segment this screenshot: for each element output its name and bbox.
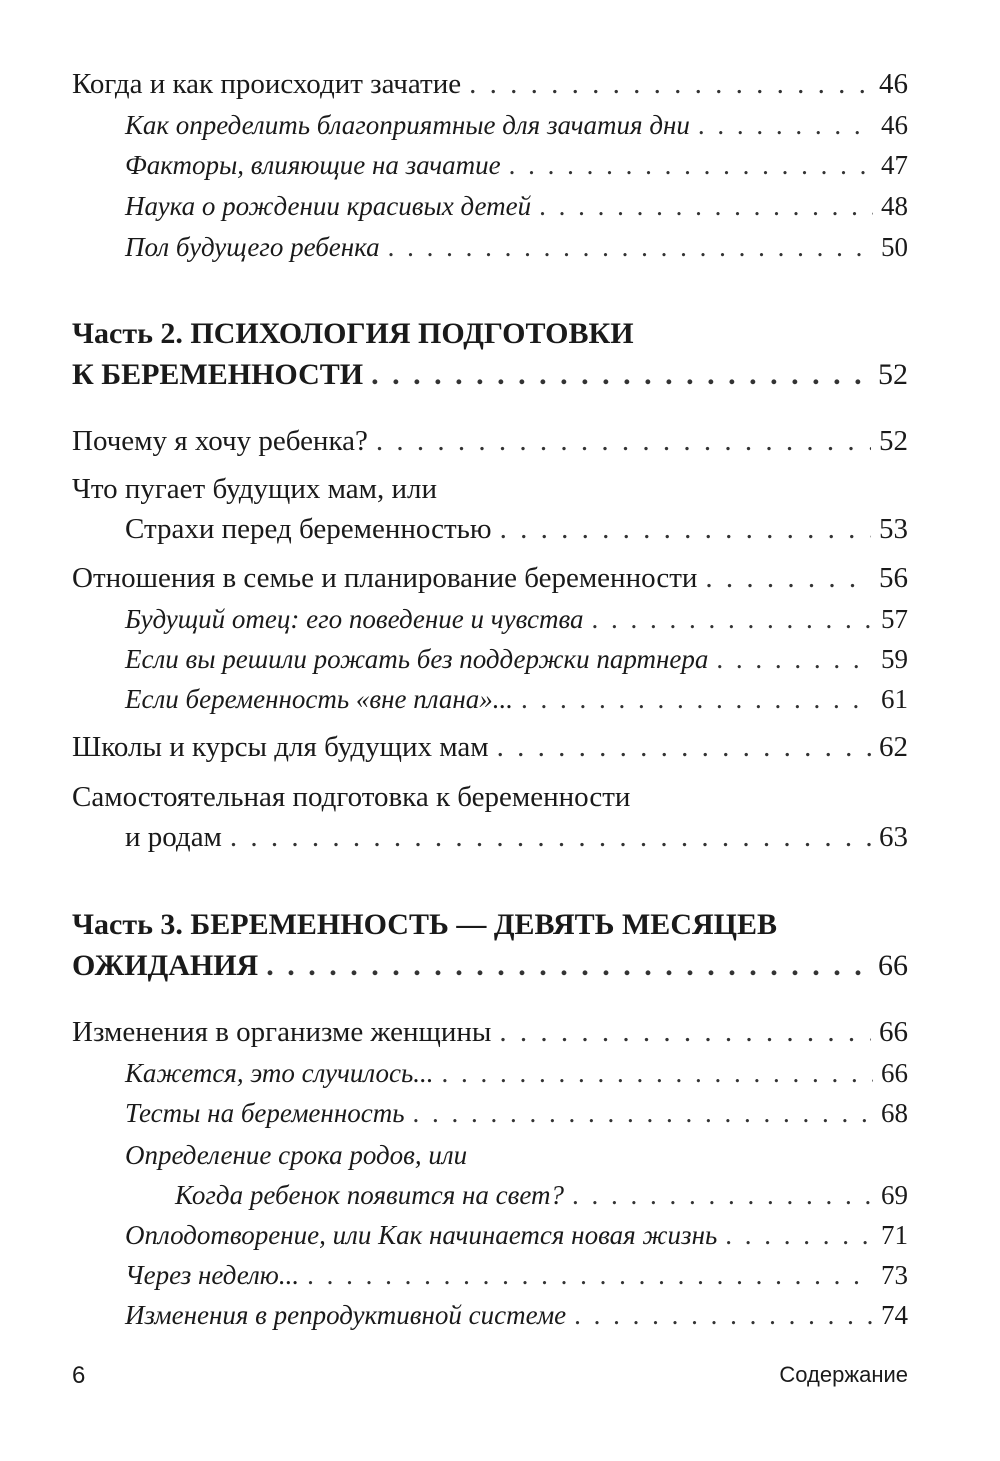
toc-entry-family-relations[interactable] [72,560,908,596]
toc-entry-title: Изменения в репродуктивной системе [125,1300,567,1330]
toc-entry-title: Если вы решили рожать без поддержки партнера [125,644,709,674]
dot-leader [500,511,871,547]
toc-entry-page: 47 [881,150,908,180]
toc-entry-page: 46 [881,110,908,140]
toc-part-3[interactable] [72,948,908,984]
toc-entry-title: Если беременность «вне плана»... [125,684,513,714]
toc-entry-page: 50 [881,232,908,262]
toc-subentry-due-date-line1 [125,1137,908,1173]
dot-leader [572,1177,873,1213]
toc-subentry-factors[interactable] [125,147,908,183]
toc-entry-title: Отношения в семье и планирование беременности [72,562,698,594]
dot-leader [266,948,870,984]
toc-entry-title: Школы и курсы для будущих мам [72,731,489,763]
toc-subentry-fertilization[interactable] [125,1217,908,1253]
toc-entry-title: Кажется, это случилось... [125,1058,434,1088]
toc-entry-title: Факторы, влияющие на зачатие [125,150,501,180]
toc-entry-self-prep-line1 [72,779,908,815]
toc-entry-title: Когда ребенок появится на свет? [175,1180,564,1210]
dot-leader [307,1257,873,1293]
toc-entry-page: 66 [878,949,908,982]
toc-entry-page: 71 [881,1220,908,1250]
toc-entry-title: Будущий отец: его поведение и чувства [125,604,584,634]
toc-subentry-gender[interactable] [125,229,908,265]
toc-entry-page: 52 [879,425,908,457]
toc-entry-fears-line1 [72,471,908,507]
toc-part-2[interactable] [72,357,908,393]
toc-subentry-without-partner[interactable] [125,641,908,677]
dot-leader [698,107,873,143]
toc-entry-title: Часть 2. ПСИХОЛОГИЯ ПОДГОТОВКИ [72,317,634,350]
toc-entry-title: К БЕРЕМЕННОСТИ [72,358,364,391]
toc-entry-title: Что пугает будущих мам, или [72,473,438,505]
toc-subentry-it-happened[interactable] [125,1055,908,1091]
toc-entry-title: Наука о рождении красивых детей [125,191,532,221]
dot-leader [725,1217,873,1253]
toc-part-3-heading-line1 [72,907,908,943]
toc-entry-page: 74 [881,1300,908,1330]
toc-entry-self-prep[interactable] [125,819,908,855]
toc-subentry-reproductive[interactable] [125,1297,908,1333]
dot-leader [521,681,873,717]
toc-entry-title: и родам [125,821,222,853]
toc-entry-page: 46 [879,68,908,100]
toc-entry-page: 56 [879,562,908,594]
dot-leader [442,1055,873,1091]
toc-entry-title: Как определить благоприятные для зачатия дни [125,110,690,140]
dot-leader [371,357,870,393]
dot-leader [497,729,871,765]
toc-subentry-due-date[interactable] [175,1177,908,1213]
toc-entry-page: 59 [881,644,908,674]
toc-part-2-heading-line1 [72,316,908,352]
toc-entry-page: 73 [881,1260,908,1290]
toc-entry-page: 48 [881,191,908,221]
dot-leader [412,1095,873,1131]
toc-entry-title: Страхи перед беременностью [125,513,492,545]
dot-leader [230,819,871,855]
dot-leader [388,229,873,265]
toc-entry-title: ОЖИДАНИЯ [72,949,259,982]
toc-subentry-unplanned[interactable] [125,681,908,717]
page-number: 6 [72,1362,86,1389]
toc-entry-title: Оплодотворение, или Как начинается новая жизнь [125,1220,718,1250]
dot-leader [376,423,871,459]
toc-entry-page: 62 [879,731,908,763]
toc-entry-page: 57 [881,604,908,634]
toc-entry-fears[interactable] [125,511,908,547]
toc-entry-title: Часть 3. БЕРЕМЕННОСТЬ — ДЕВЯТЬ МЕСЯЦЕВ [72,908,777,941]
toc-entry-page: 61 [881,684,908,714]
toc-entry-conception[interactable] [72,66,908,102]
toc-entry-page: 66 [879,1016,908,1048]
toc-subentry-week-later[interactable] [125,1257,908,1293]
toc-subentry-future-father[interactable] [125,601,908,637]
toc-entry-title: Изменения в организме женщины [72,1016,492,1048]
toc-entry-title: Пол будущего ребенка [125,232,380,262]
toc-entry-title: Определение срока родов, или [125,1140,468,1170]
toc-entry-page: 68 [881,1098,908,1128]
dot-leader [539,188,873,224]
dot-leader [509,147,873,183]
toc-entry-title: Через неделю... [125,1260,300,1290]
dot-leader [592,601,873,637]
toc-subentry-favorable-days[interactable] [125,107,908,143]
toc-subentry-tests[interactable] [125,1095,908,1131]
toc-entry-title: Почему я хочу ребенка? [72,425,368,457]
dot-leader [469,66,871,102]
toc-entry-page: 66 [881,1058,908,1088]
toc-entry-title: Тесты на беременность [125,1098,405,1128]
toc-entry-title: Когда и как происходит зачатие [72,68,462,100]
dot-leader [716,641,873,677]
toc-entry-body-changes[interactable] [72,1014,908,1050]
toc-entry-title: Самостоятельная подготовка к беременности [72,781,631,813]
dot-leader [499,1014,871,1050]
toc-entry-page: 63 [879,821,908,853]
dot-leader [574,1297,873,1333]
dot-leader [705,560,871,596]
running-title: Содержание [779,1362,908,1387]
toc-entry-schools[interactable] [72,729,908,765]
toc-entry-page: 52 [878,358,908,391]
toc-subentry-science[interactable] [125,188,908,224]
toc-entry-why-child[interactable] [72,423,908,459]
toc-entry-page: 53 [879,513,908,545]
toc-entry-page: 69 [881,1180,908,1210]
